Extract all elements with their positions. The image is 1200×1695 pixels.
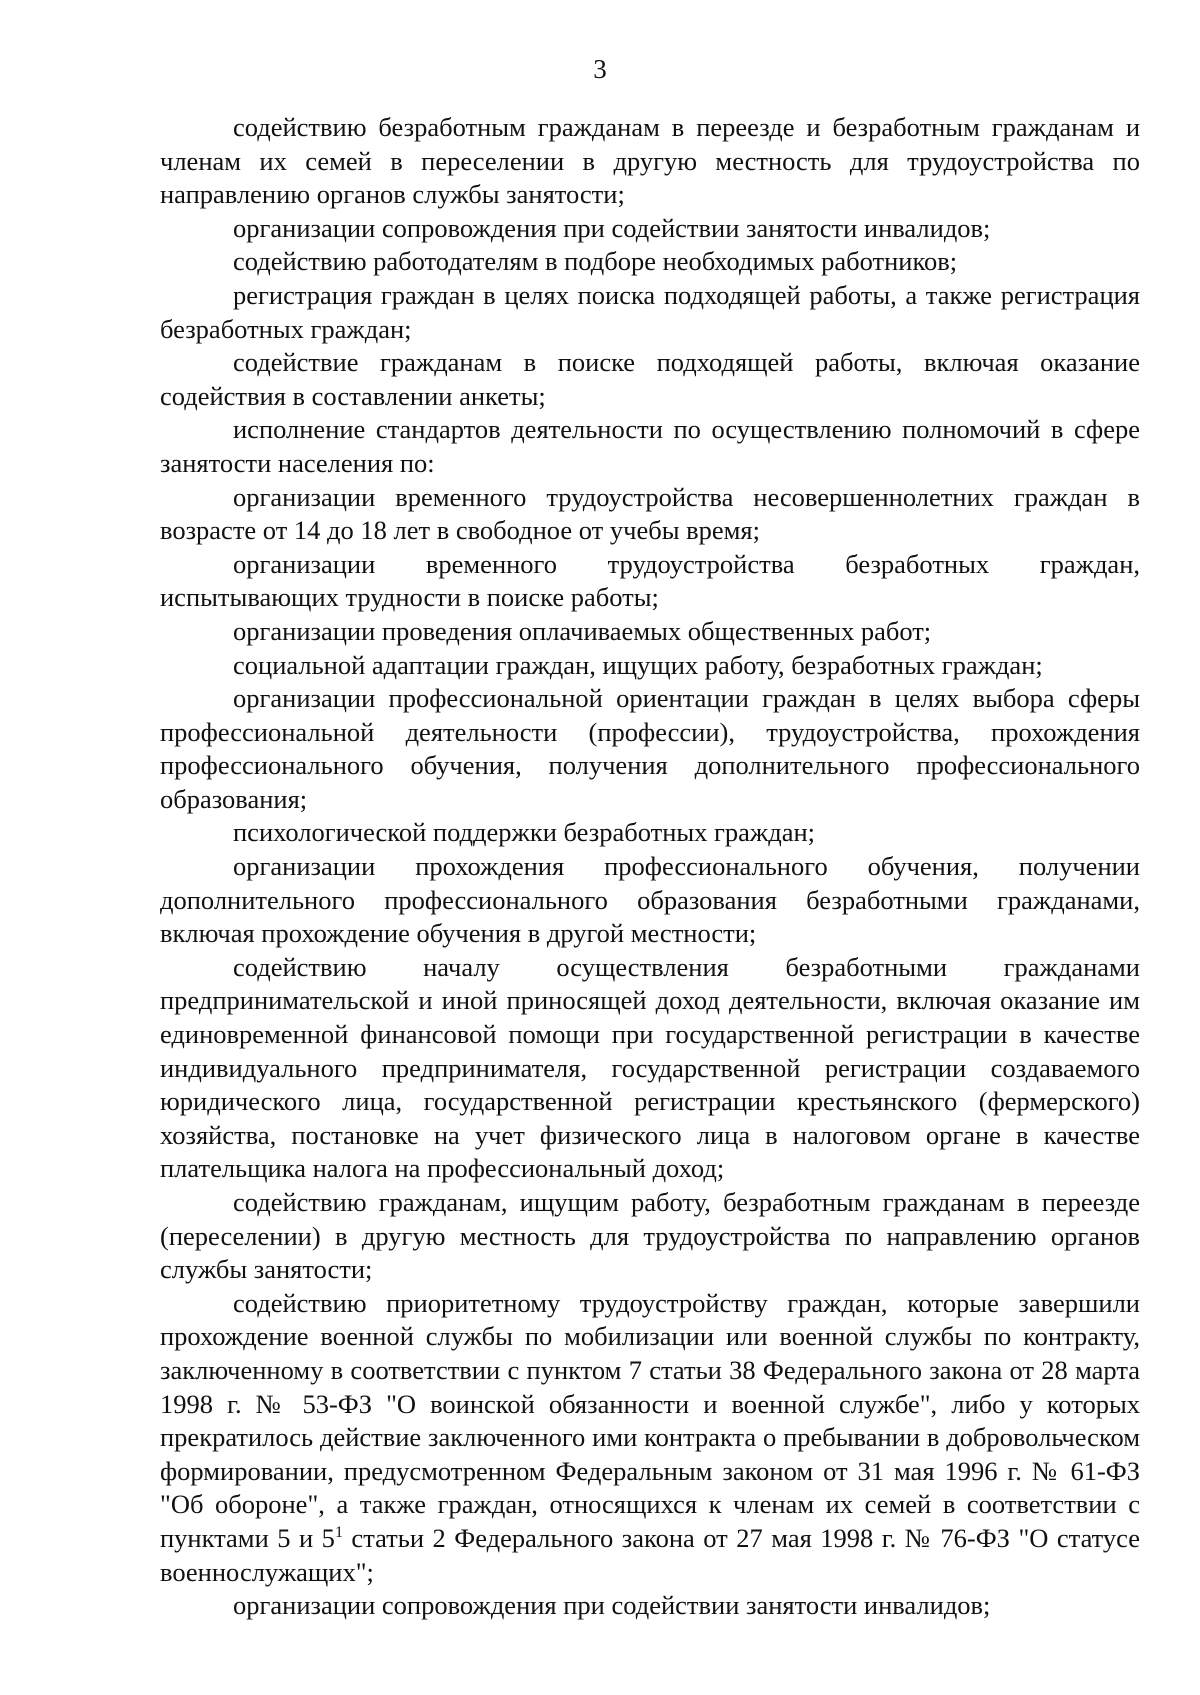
paragraph-employer-assistance: содействию работодателям в подборе необходимых работников;	[233, 246, 958, 277]
paragraph-minors-employment: организации временного трудоустройства несовершеннолетних граждан в возрасте от 14 до 18 лет в свободное от учебы время;	[160, 481, 1140, 546]
paragraph-military-employment-part1: содействию приоритетному трудоустройству граждан, которые завершили прохождение военной службы по мобилизации или военной службы по контракту, заключенному в соответствии с пунктом 7 статьи 38 Федерального закона от 28 марта 1998 г. № 53-ФЗ "О воинской обязанности и военной службе", либо у которых прекратилось действие заключенного ими контракта о пребывании в добровольческом формировании, предусмотренном Федеральным законом от 31 мая 1996 г. № 61-ФЗ "Об обороне", а также граждан, относящихся к членам их семей в соответствии с пунктами 5 и 5	[160, 1287, 1140, 1553]
paragraph-disabled-support: организации сопровождения при содействии занятости инвалидов;	[233, 212, 991, 243]
paragraph-social-adaptation: социальной адаптации граждан, ищущих работу, безработных граждан;	[233, 649, 1043, 680]
paragraph-entrepreneurship: содействию началу осуществления безработными гражданами предпринимательской и иной приносящей доход деятельности, включая оказание им единовременной финансовой помощи при государственной регистрации в качестве индивидуального предпринимателя, государственной регистрации создаваемого юридического лица, государственной регистрации крестьянского (фермерского) хозяйства, постановке на учет физического лица в налоговом органе в качестве плательщика налога на профессиональный доход;	[160, 951, 1140, 1184]
paragraph-psychological-support: психологической поддержки безработных граждан;	[233, 817, 816, 848]
paragraph-professional-training: организации прохождения профессионального обучения, получении дополнительного профессионального образования безработными гражданами, включая прохождение обучения в другой местности;	[160, 851, 1140, 949]
paragraph-public-works: организации проведения оплачиваемых общественных работ;	[233, 615, 932, 646]
paragraph-military-employment	[160, 1287, 1140, 1589]
superscript-one: 1	[334, 1524, 343, 1542]
paragraph-career-orientation: организации профессиональной ориентации граждан в целях выбора сферы профессиональной деятельности (профессии), трудоустройства, прохождения профессионального обучения, получения дополнительного профессионального образования;	[160, 683, 1140, 814]
paragraph-temporary-employment: организации временного трудоустройства безработных граждан, испытывающих трудности в поиске работы;	[160, 548, 1140, 613]
paragraph-relocation-job-seekers: содействию гражданам, ищущим работу, безработным гражданам в переезде (переселении) в другую местность для трудоустройства по направлению органов службы занятости;	[160, 1187, 1140, 1285]
page-number: 3	[593, 54, 607, 84]
document-body	[160, 111, 1140, 1623]
paragraph-military-employment-part2: статьи 2 Федерального закона от 27 мая 1998 г. № 76-ФЗ "О статусе военнослужащих";	[160, 1522, 1140, 1587]
paragraph-relocation-assistance: содействию безработным гражданам в переезде и безработным гражданам и членам их семей в переселении в другую местность для трудоустройства по направлению органов службы занятости;	[160, 112, 1140, 210]
paragraph-disabled-support-repeat: организации сопровождения при содействии занятости инвалидов;	[233, 1590, 991, 1621]
paragraph-standards: исполнение стандартов деятельности по осуществлению полномочий в сфере занятости населения по:	[160, 414, 1140, 478]
paragraph-job-search-help: содействие гражданам в поиске подходящей работы, включая оказание содействия в составлении анкеты;	[160, 347, 1140, 411]
paragraph-registration: регистрация граждан в целях поиска подходящей работы, а также регистрация безработных граждан;	[160, 279, 1140, 344]
